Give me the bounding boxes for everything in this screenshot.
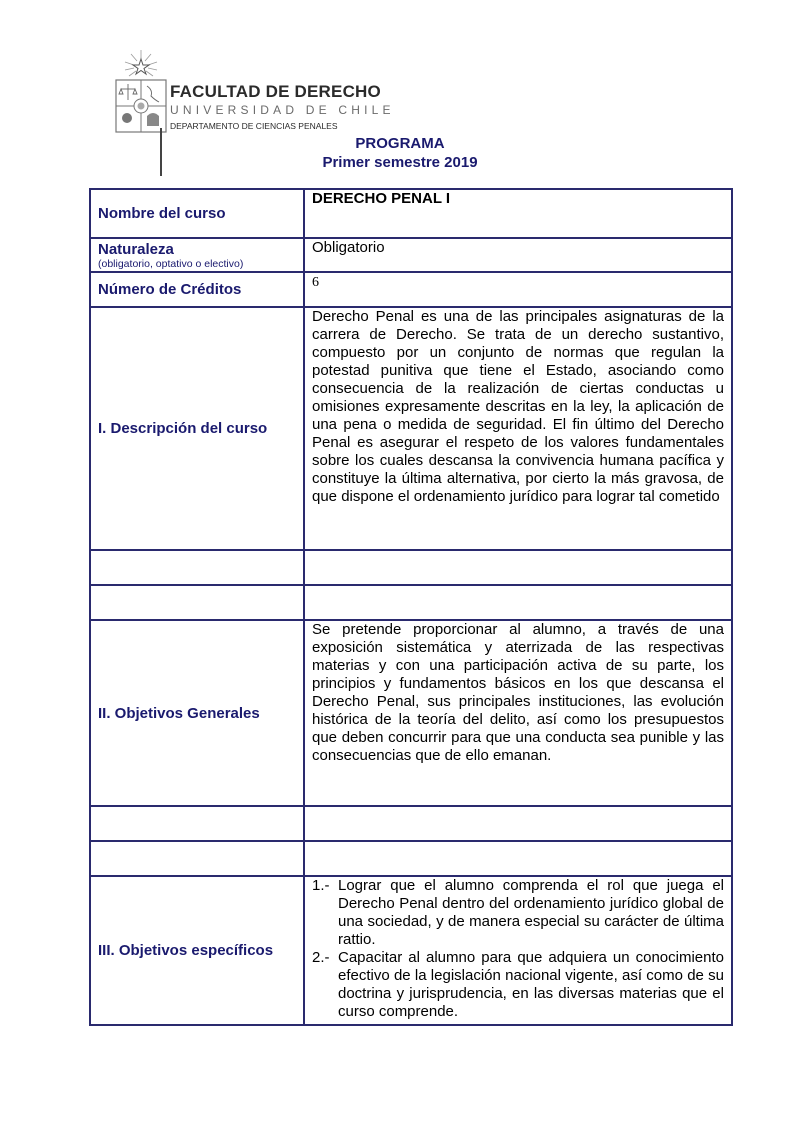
credits-label <box>90 272 304 307</box>
objective-number: 2.- <box>312 949 330 966</box>
university-crest-icon <box>113 48 169 134</box>
row-course-name <box>90 189 732 238</box>
description-value <box>304 307 732 550</box>
faculty-name: FACULTAD DE DERECHO <box>170 82 381 101</box>
nature-note: (obligatorio, optativo o electivo) <box>98 257 244 270</box>
row-empty-1 <box>90 550 732 585</box>
general-objectives-label <box>90 620 304 806</box>
course-name-text: DERECHO PENAL I <box>312 190 451 207</box>
nature-label-text: Naturaleza <box>98 240 174 258</box>
empty-cell <box>90 550 304 585</box>
empty-cell <box>90 585 304 620</box>
course-name-label-text: Nombre del curso <box>98 205 226 222</box>
objective-item <box>312 949 724 1021</box>
row-empty-4 <box>90 841 732 876</box>
objective-text: Lograr que el alumno comprenda el rol que juega el Derecho Penal dentro del ordenamiento jurídico global de una sociedad, y de manera especial su carácter de última rattio. <box>338 877 724 948</box>
row-credits <box>90 272 732 307</box>
row-empty-3 <box>90 806 732 841</box>
specific-objectives-label-text: III. Objetivos específicos <box>98 942 274 959</box>
row-empty-2 <box>90 585 732 620</box>
row-specific-objectives <box>90 876 732 1025</box>
credits-value-text: 6 <box>312 275 319 290</box>
general-objectives-text: Se pretende proporcionar al alumno, a través de una exposición sistemática y aterrizada de las respectivas materias y con una participación activa de su parte, los principios y fundamentos básicos en los que descansa el Derecho Penal, sus principales instituciones, las evolución histórica de la teoría del delito, así como los presupuestos que deben concurrir para que una conducta sea punible y las consecuencias que de ello emanan. <box>312 621 724 764</box>
credits-value <box>304 272 732 307</box>
description-text: Derecho Penal es una de las principales asignaturas de la carrera de Derecho. Se trata de un derecho sustantivo, compuesto por un conjunto de normas que regulan la potestad punitiva que tiene el Estado, asociando como consecuencia de la realización de ciertas conductas u omisiones expresamente descritas en la ley, la aplicación de una pena o medida de seguridad. El fin último del Derecho Penal es asegurar el respeto de los valores fundamentales sobre los cuales descansa la convivencia humana pacífica y constituye la última alternativa, por cierto la más gravosa, de que dispone el ordenamiento jurídico para lograr tal cometido <box>312 308 724 505</box>
nature-label <box>90 238 304 272</box>
credits-label-text: Número de Créditos <box>98 281 242 298</box>
objective-number: 1.- <box>312 877 330 894</box>
course-name-value <box>304 189 732 238</box>
faculty-logo <box>113 48 395 134</box>
general-objectives-value <box>304 620 732 806</box>
course-name-label <box>90 189 304 238</box>
empty-cell <box>304 806 732 841</box>
logo-text <box>170 82 395 132</box>
specific-objectives-value <box>304 876 732 1025</box>
empty-cell <box>90 806 304 841</box>
document-heading <box>0 134 800 172</box>
university-name: UNIVERSIDAD DE CHILE <box>170 103 395 117</box>
nature-value-text: Obligatorio <box>312 239 385 256</box>
empty-cell <box>304 841 732 876</box>
program-table <box>89 188 733 1026</box>
department-name: DEPARTAMENTO DE CIENCIAS PENALES <box>170 121 338 131</box>
empty-cell <box>304 585 732 620</box>
nature-value <box>304 238 732 272</box>
row-nature <box>90 238 732 272</box>
objective-text: Capacitar al alumno para que adquiera un conocimiento efectivo de la legislación nacional vigente, así como de su doctrina y jurisprudencia, en las diversas materias que el curso comprende. <box>338 949 724 1020</box>
general-objectives-label-text: II. Objetivos Generales <box>98 704 260 722</box>
description-label-text: I. Descripción del curso <box>98 420 268 437</box>
empty-cell <box>90 841 304 876</box>
row-general-objectives <box>90 620 732 806</box>
objective-item <box>312 877 724 949</box>
row-description <box>90 307 732 550</box>
empty-cell <box>304 550 732 585</box>
semester-title: Primer semestre 2019 <box>322 154 478 171</box>
specific-objectives-label <box>90 876 304 1025</box>
specific-objectives-list <box>312 877 724 1021</box>
program-title: PROGRAMA <box>355 135 445 152</box>
description-label <box>90 307 304 550</box>
